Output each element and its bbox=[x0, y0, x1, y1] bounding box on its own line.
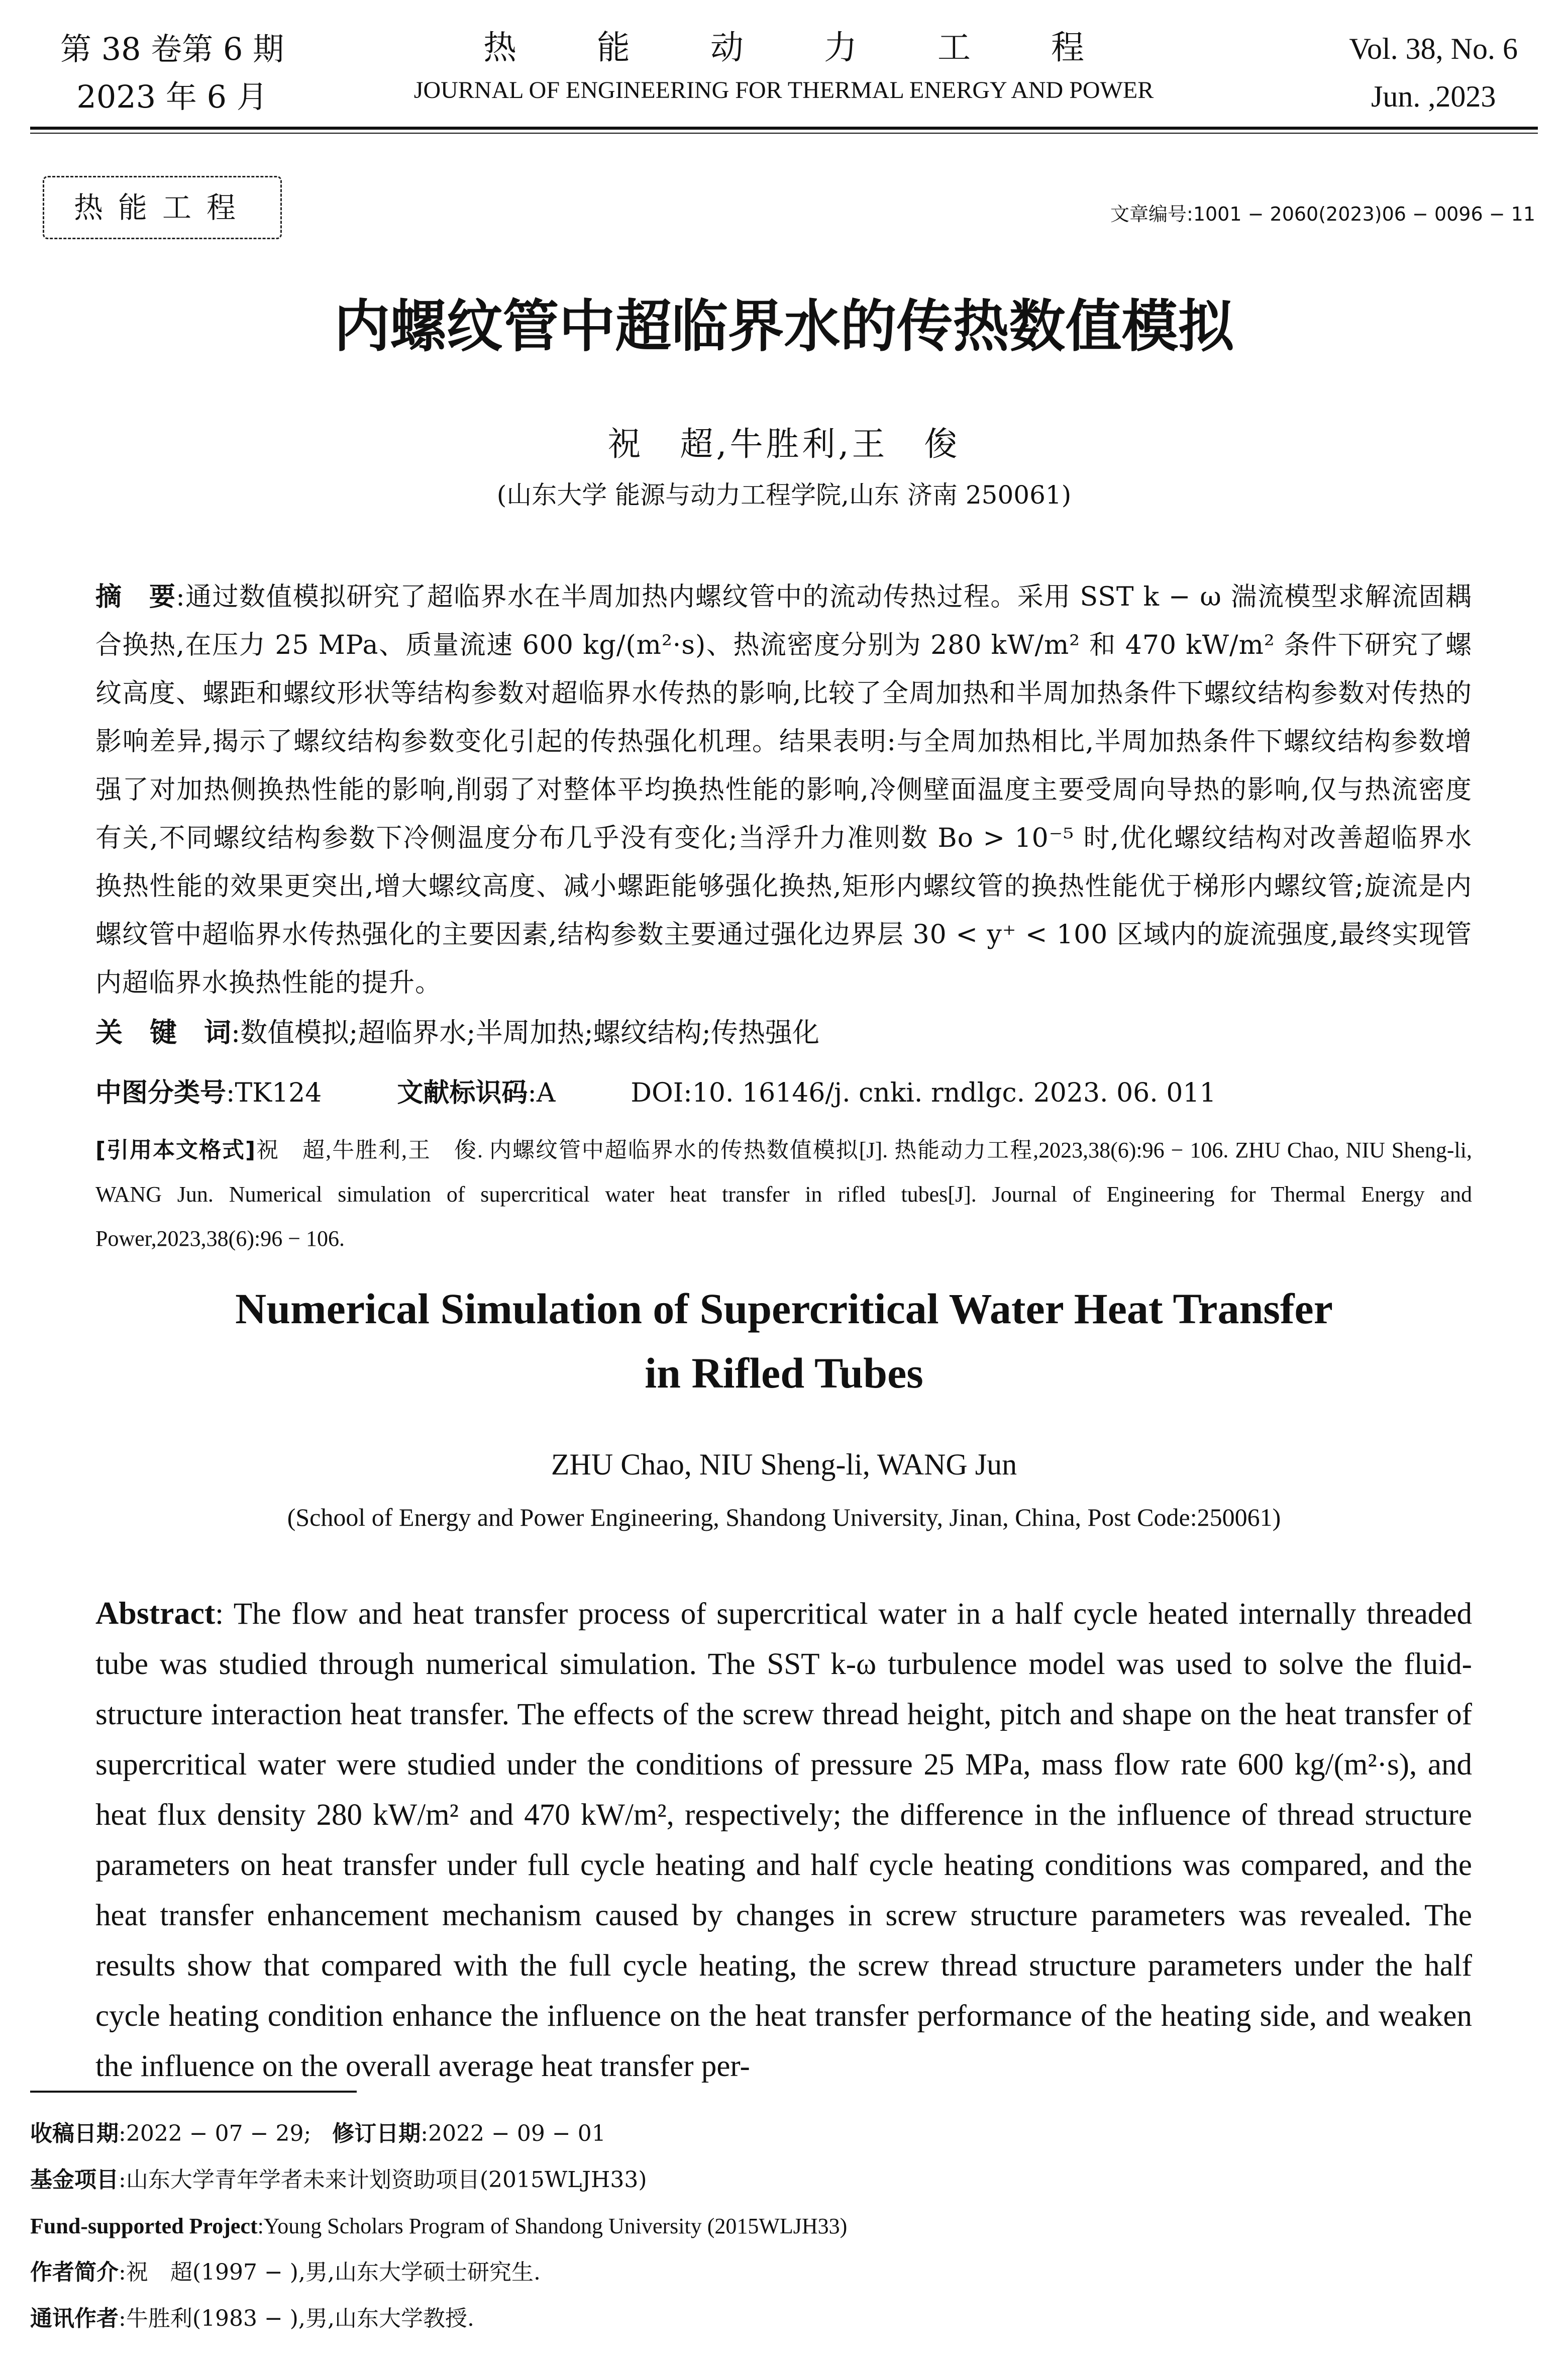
title-en-line-2: in Rifled Tubes bbox=[645, 1349, 923, 1397]
footnote-dates bbox=[30, 2111, 847, 2157]
doc-code-label: 文献标识码 bbox=[397, 1078, 528, 1108]
authors-cn: 祝 超,牛胜利,王 俊 bbox=[607, 425, 961, 463]
abstract-en bbox=[95, 1588, 1472, 2092]
fund-en-value: :Young Scholars Program of Shandong University (2015WLJH33) bbox=[257, 2214, 848, 2238]
author-label: 作者简介 bbox=[30, 2259, 119, 2285]
clc-value: :TK124 bbox=[226, 1078, 322, 1108]
footnote-author bbox=[30, 2249, 847, 2296]
issue-info-en bbox=[1349, 25, 1518, 121]
authors-en: ZHU Chao, NIU Sheng-li, WANG Jun bbox=[551, 1448, 1017, 1481]
keywords-text: :数值模拟;超临界水;半周加热;螺纹结构;传热强化 bbox=[231, 1017, 819, 1048]
doi: DOI:10. 16146/j. cnki. rndlgc. 2023. 06. 011 bbox=[631, 1078, 1216, 1108]
journal-header bbox=[352, 25, 1216, 111]
keywords-label: 关 键 词 bbox=[95, 1017, 231, 1048]
footnotes bbox=[30, 2111, 847, 2342]
header-rule-thick bbox=[30, 127, 1538, 130]
footnote-fund-en bbox=[30, 2203, 847, 2249]
section-label: 热能工程 bbox=[43, 176, 282, 239]
citation-text: 祝 超,牛胜利,王 俊. 内螺纹管中超临界水的传热数值模拟[J]. 热能动力工程,2023,38(6):96 − 106. ZHU Chao, NIU Sheng-li, WANG Jun. Numerical simulation of supercritical water heat transfer in rifled tubes[J]. Journal of Engineering for Thermal Energy and Power,2023,38(6):96 − 106. bbox=[95, 1138, 1472, 1251]
affiliation-en: (School of Energy and Power Engineering, Shandong University, Jinan, China, Post Code:250061) bbox=[287, 1503, 1281, 1531]
title-cn: 内螺纹管中超临界水的传热数值模拟 bbox=[334, 294, 1234, 359]
article-number: 文章编号:1001 − 2060(2023)06 − 0096 − 11 bbox=[1110, 203, 1535, 225]
affiliation-cn: (山东大学 能源与动力工程学院,山东 济南 250061) bbox=[496, 480, 1072, 510]
journal-name-cn: 热能动力工程 bbox=[483, 28, 1165, 67]
revised-value: :2022 − 09 − 01 bbox=[421, 2121, 606, 2146]
title-en-line-1: Numerical Simulation of Supercritical Water Heat Transfer bbox=[235, 1285, 1333, 1333]
footnote-rule bbox=[30, 2091, 357, 2093]
footnote-fund-cn bbox=[30, 2157, 847, 2203]
corresponding-label: 通讯作者 bbox=[30, 2306, 119, 2331]
header-rule-thin bbox=[30, 133, 1538, 134]
revised-label: 修订日期 bbox=[332, 2121, 421, 2146]
abstract-cn-text: :通过数值模拟研究了超临界水在半周加热内螺纹管中的流动传热过程。采用 SST k − ω 湍流模型求解流固耦合换热,在压力 25 MPa、质量流速 600 kg/(m²·s)、热流密度分别为 280 kW/m² 和 470 kW/m² 条件下研究了螺纹高度、螺距和螺纹形状等结构参数对超临界水传热的影响,比较了全周加热和半周加热条件下螺纹结构参数对传热的影响差异,揭示了螺纹结构参数变化引起的传热强化机理。结果表明:与全周加热相比,半周加热条件下螺纹结构参数增强了对加热侧换热性能的影响,削弱了对整体平均换热性能的影响,冷侧壁面温度主要受周向导热的影响,仅与热流密度有关,不同螺纹结构参数下冷侧温度分布几乎没有变化;当浮升力准则数 Bo > 10⁻⁵ 时,优化螺纹结构对改善超临界水换热性能的效果更突出,增大螺纹高度、减小螺距能够强化换热,矩形内螺纹管的换热性能优于梯形内螺纹管;旋流是内螺纹管中超临界水传热强化的主要因素,结构参数主要通过强化边界层 30 < y⁺ < 100 区域内的旋流强度,最终实现管内超临界水换热性能的提升。 bbox=[95, 582, 1472, 998]
citation-format bbox=[95, 1128, 1472, 1261]
keywords-cn bbox=[95, 1010, 1472, 1055]
citation-label: [引用本文格式] bbox=[95, 1137, 256, 1163]
abstract-cn bbox=[95, 573, 1472, 1007]
received-value: :2022 − 07 − 29; bbox=[119, 2121, 311, 2146]
issue-cn: 第 38 卷第 6 期 bbox=[60, 31, 284, 67]
abstract-en-text: : The flow and heat transfer process of supercritical water in a half cycle heated internally threaded tube was studied through numerical simulation. The SST k-ω turbulence model was used to solve the fluid-structure interaction heat transfer. The effects of the screw thread height, pitch and shape on the heat transfer of supercritical water were studied under the conditions of pressure 25 MPa, mass flow rate 600 kg/(m²·s), and heat flux density 280 kW/m² and 470 kW/m², respectively; the difference in the influence of thread structure parameters on heat transfer under full cycle heating and half cycle heating conditions was compared, and the heat transfer enhancement mechanism caused by changes in screw structure parameters was revealed. The results show that compared with the full cycle heating, the screw thread structure parameters under the half cycle heating condition enhance the influence on the heat transfer performance of the heating side, and weaken the influence on the overall average heat transfer per- bbox=[95, 1597, 1472, 2083]
author-value: :祝 超(1997 − ),男,山东大学硕士研究生. bbox=[119, 2259, 541, 2285]
doc-code-value: :A bbox=[528, 1078, 556, 1108]
journal-name-en: JOURNAL OF ENGINEERING FOR THERMAL ENERGY AND POWER bbox=[413, 77, 1154, 104]
received-label: 收稿日期 bbox=[30, 2121, 119, 2146]
classification-row bbox=[95, 1070, 1472, 1116]
issue-info-cn bbox=[60, 25, 284, 121]
fund-value: :山东大学青年学者未来计划资助项目(2015WLJH33) bbox=[119, 2167, 647, 2193]
title-en bbox=[0, 1276, 1568, 1405]
clc-label: 中图分类号 bbox=[95, 1078, 227, 1108]
fund-label: 基金项目 bbox=[30, 2167, 119, 2193]
date-en: Jun. ,2023 bbox=[1371, 80, 1496, 113]
volume-en: Vol. 38, No. 6 bbox=[1349, 32, 1518, 65]
corresponding-value: :牛胜利(1983 − ),男,山东大学教授. bbox=[119, 2306, 474, 2331]
abstract-en-label: Abstract bbox=[95, 1595, 216, 1631]
fund-en-label: Fund-supported Project bbox=[30, 2214, 258, 2238]
footnote-corresponding bbox=[30, 2296, 847, 2342]
abstract-cn-label: 摘 要 bbox=[95, 582, 176, 612]
date-cn: 2023 年 6 月 bbox=[76, 78, 268, 115]
